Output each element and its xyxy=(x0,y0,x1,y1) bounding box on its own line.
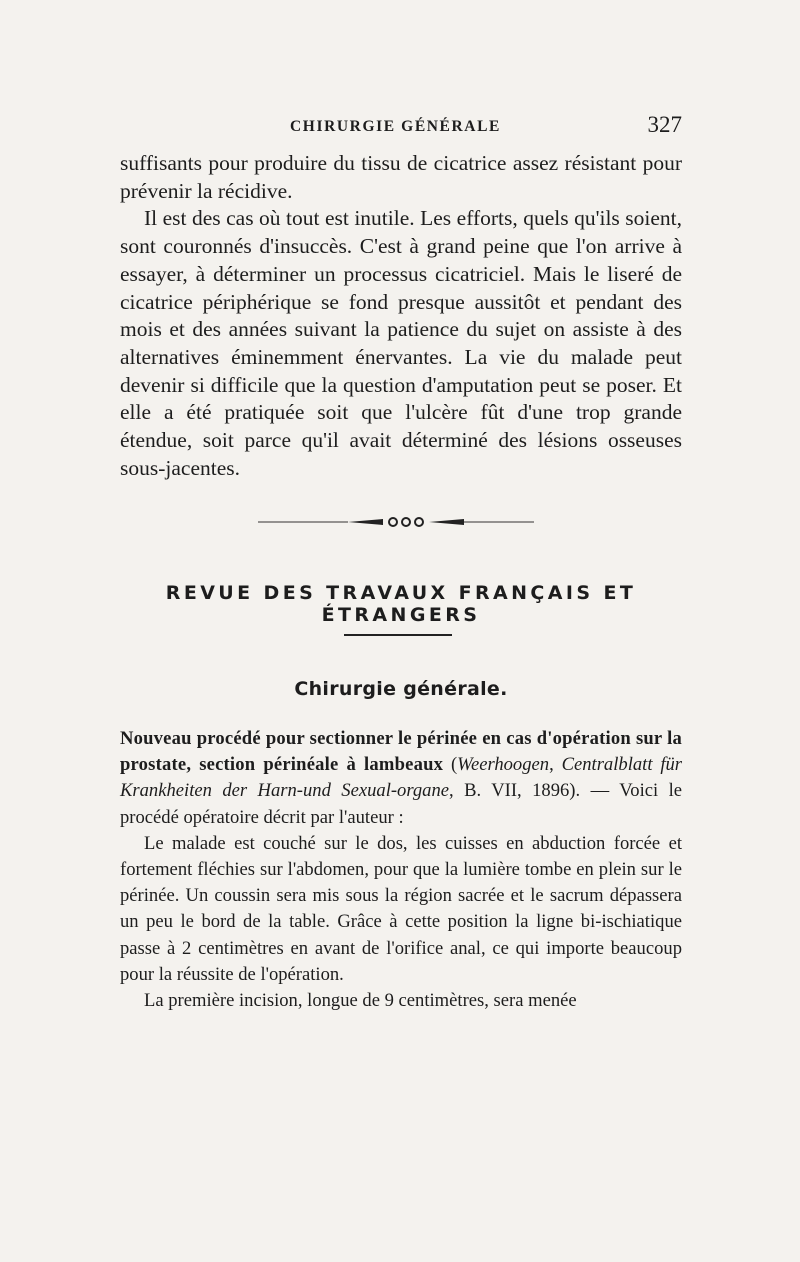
article xyxy=(120,726,682,1014)
section-rule xyxy=(344,634,452,636)
article-intro xyxy=(120,726,682,831)
running-title: CHIRURGIE GÉNÉRALE xyxy=(290,118,501,135)
ornament-divider xyxy=(258,512,534,532)
section-title: REVUE DES TRAVAUX FRANÇAIS ET ÉTRANGERS xyxy=(165,582,637,626)
article-author: Weerhoogen xyxy=(457,754,550,776)
page-number: 327 xyxy=(647,112,682,137)
paragraph: La première incision, longue de 9 centimètres, sera menée xyxy=(144,990,577,1012)
subsection-title: Chirurgie générale. xyxy=(294,678,508,700)
paragraph-continuation: suffisants pour produire du tissu de cicatrice assez résistant pour prévenir la récidive. xyxy=(120,151,682,203)
article-title: Nouveau procédé pour sectionner le périnée en cas d'opération sur la prostate, section périnéale à lambeaux xyxy=(120,728,682,776)
open-paren: ( xyxy=(443,754,458,776)
journal-title: Centralblatt für Krankheiten der Harn-und Sexual-organe xyxy=(120,754,683,802)
running-head xyxy=(120,112,682,142)
reference: , B. VII, 1896). — Voici le procédé opératoire décrit par l'auteur : xyxy=(120,780,682,828)
body-text xyxy=(120,150,682,482)
separator: , xyxy=(549,754,562,776)
paragraph: Le malade est couché sur le dos, les cuisses en abduction forcée et fortement fléchies sur l'abdomen, pour que la lumière tombe en plein sur le périnée. Un coussin sera mis sous la région sacrée et le sacrum dépassera un peu le bord de la table. Grâce à cette position la ligne bi-ischiatique passe à 2 centimètres en avant de l'orifice anal, ce qui importe beaucoup pour la réussite de l'opération. xyxy=(120,832,682,985)
paragraph: Il est des cas où tout est inutile. Les efforts, quels qu'ils soient, sont couronnés d'insuccès. C'est à grand peine que l'on arrive à essayer, à déterminer un processus cicatriciel. Mais le liseré de cicatrice périphérique se fond presque aussitôt et pendant des mois et des années suivant la patience du sujet on assiste à des alternatives éminemment énervantes. La vie du malade peut devenir si difficile que la question d'amputation peut se poser. Et elle a été pratiquée soit que l'ulcère fût d'une trop grande étendue, soit parce qu'il avait déterminé des lésions osseuses sous-jacentes. xyxy=(120,206,682,480)
